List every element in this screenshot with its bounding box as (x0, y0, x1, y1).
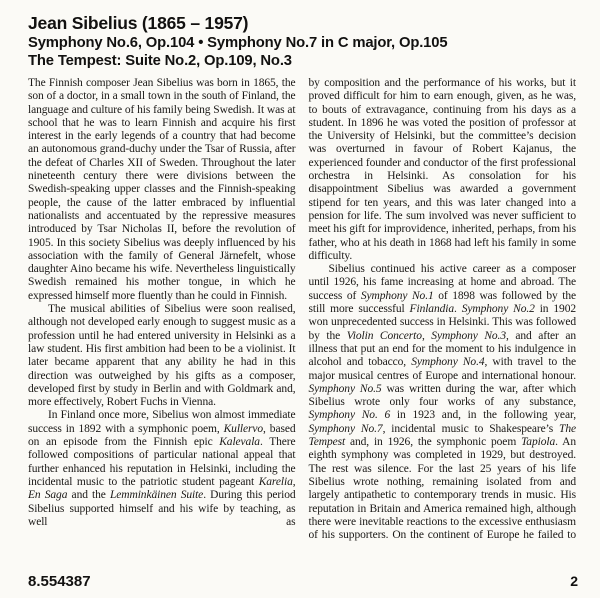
work-title-italic: En Saga (28, 489, 68, 502)
work-title-italic: Symphony No.3 (431, 329, 506, 342)
text-run: in 1923 and, in the following year, (390, 409, 576, 422)
work-title-italic: Kalevala (219, 436, 260, 449)
works-line-1: Symphony No.6, Op.104 • Symphony No.7 in C major, Op.105 (28, 35, 448, 51)
right-column (309, 77, 577, 577)
page-header (28, 14, 576, 70)
works-line-2: The Tempest: Suite No.2, Op.109, No.3 (28, 52, 292, 69)
work-title-italic: Kullervo (223, 422, 264, 435)
work-title-italic: The Tempest (308, 422, 576, 449)
work-title-italic: Symphony No.4 (411, 356, 485, 369)
text-columns (28, 77, 576, 577)
text-run: , (421, 329, 432, 342)
text-run: Sibelius continued his active career as a composer until 1926, his fame increasing at home and abroad. The success of (308, 263, 576, 302)
text-run: . (454, 303, 462, 316)
composer-title: Jean Sibelius (1865 – 1957) (28, 13, 249, 33)
text-run: The musical abilities of Sibelius were soon realised, although not developed early enough to suggest music as a profession until he had entered university in Helsinki as a law student. His first ambition had been to be a violinist. It later became apparent that any ability he had in this direction was outweighed by his gifts as a composer, developed first by study in Berlin and with Goldmark and, more effectively, Robert Fuchs in Vienna. (28, 303, 296, 409)
text-run: The Finnish composer Jean Sibelius was born in 1865, the son of a doctor, in a small town in the south of Finland, the language and culture of his family being Swedish. It was at school that he was to learn Finnish and acquire his first interest in the early legends of a country that had become an autonomous grand-duchy under the Tsar of Russia, after the defeat of Charles XII of Sweden. Throughout the later nineteenth century there were divisions between the Swedish-speaking upper classes and the Finnish-speaking people, the cause of the latter embraced by influential nationalists and accentuated by the repressive measures introduced by Tsar Nicholas II, before the revolution of 1905. In this society Sibelius was deeply influenced by his association with the family of General Järnefelt, whose daughter Aino became his wife. Nevertheless linguistically Swedish remained his mother tongue, in which he expressed himself more fluently than he could in Finnish. (28, 77, 296, 302)
left-column (28, 77, 296, 577)
text-run: , incidental music to Shakespeare’s (382, 422, 560, 435)
work-title-italic: Symphony No.1 (360, 289, 434, 302)
page-footer (28, 573, 578, 590)
text-run: of 1898 was followed by the still more successful (308, 289, 576, 316)
text-run: , based on an episode from the Finnish epic (28, 422, 296, 449)
paragraph (28, 77, 296, 303)
catalog-number: 8.554387 (28, 573, 91, 590)
work-title-italic: Violin Concerto (346, 329, 422, 342)
paragraph (28, 303, 296, 409)
paragraph (309, 263, 577, 542)
work-title-italic: Tapiola (521, 436, 556, 449)
text-run: in 1902 won unprecedented success in Helsinki. This was followed by the (308, 303, 576, 342)
work-title-italic: Symphony No.2 (461, 303, 535, 316)
work-title-italic: Finlandia (409, 303, 455, 316)
text-run: by composition and the performance of his works, but it proved difficult for him to earn enough, given, as he was, to bouts of extravagance, continuing from his days as a student. In 1896 he was voted the position of professor at the University of Helsinki, but the committee’s decision was overturned in favour of Robert Kajanus, the experienced founder and conductor of the first professional orchestra in Helsinki. As consolation for his disappointment Sibelius was awarded a government stipend for ten years, and this was later changed into a pension for life. The sum involved was never sufficient to meet his gift for improvidence, inherited, perhaps, from his father, who at his death in 1868 had left his family in some difficulty. (308, 77, 576, 262)
text-run: and, in 1926, the symphonic poem (345, 436, 522, 449)
paragraph (309, 77, 577, 263)
paragraph (28, 409, 296, 529)
text-run: , and after an illness that put an end for the moment to his indulgence in alcohol and tobacco, (308, 329, 576, 369)
text-run: . During this period Sibelius supported himself and his wife by teaching, as well as (28, 489, 296, 528)
work-title-italic: Karelia (258, 475, 293, 488)
page-number: 2 (570, 573, 578, 589)
text-run: . An eighth symphony was completed in 1929, but destroyed. The rest was silence. For the last 25 years of his life Sibelius wrote nothing, remaining isolated from and largely antipathetic to contemporary trends in music. His reputation in Britain and America remained high, although there were inevitable reactions to the excessive enthusiasm of his supporters. On the continent of Europe he failed to (308, 436, 576, 542)
text-run: In Finland once more, Sibelius won almost immediate success in 1892 with a symphonic poem, (28, 409, 296, 435)
text-run: , with travel to the major musical centres of Europe and international honour. (308, 356, 576, 382)
work-title-italic: Lemminkäinen Suite (110, 489, 204, 502)
text-run: and the (67, 489, 110, 502)
work-title-italic: Symphony No. 6 (308, 409, 391, 422)
text-run: . There followed compositions of particular national appeal that further enhanced his reputation in Helsinki, including the incidental music to the patriotic student pageant (28, 436, 296, 488)
text-run: was written during the war, after which Sibelius wrote only four works of any substance, (308, 382, 576, 409)
text-run: , (292, 475, 296, 488)
work-title-italic: Symphony No.7 (308, 422, 383, 435)
work-title-italic: Symphony No.5 (308, 382, 382, 395)
